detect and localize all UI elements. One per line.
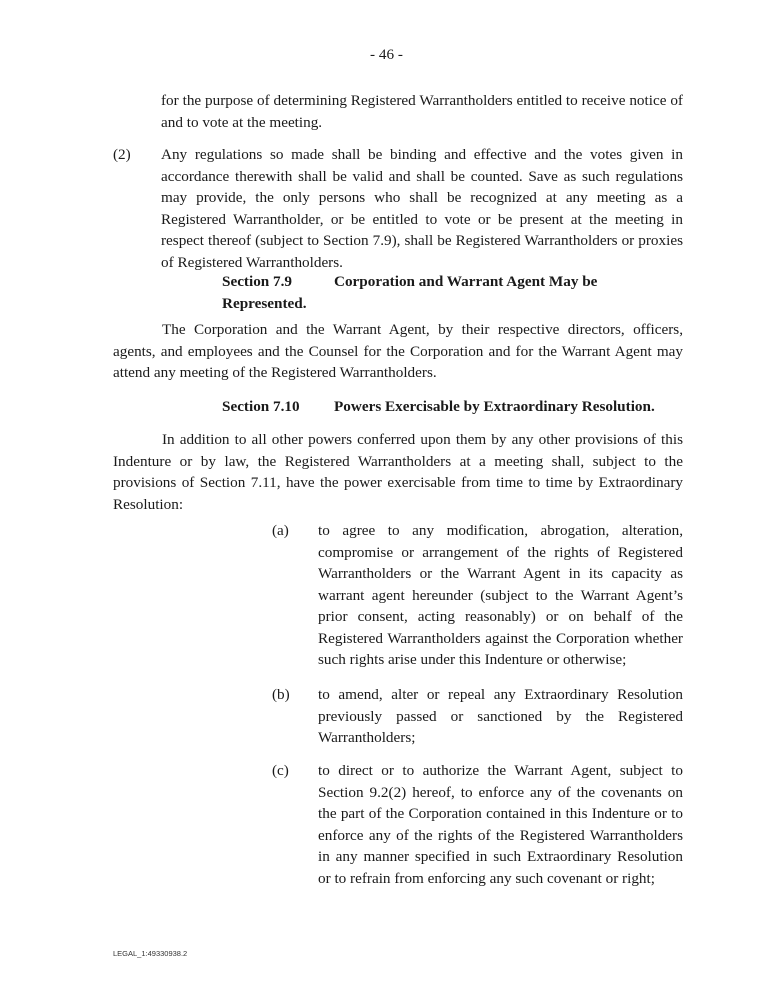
section-7-10-body: In addition to all other powers conferred upon them by any other provisions of this Indenture or by law, the Registered Warrantholders at a meeting shall, subject to the provisions of Section 7.11, have the power exercisable from time to time by Extraordinary Resolution: xyxy=(113,431,683,513)
paragraph-2-number: (2) xyxy=(113,146,131,163)
list-item-b-label: (b) xyxy=(272,686,290,703)
list-item-a-text: to agree to any modification, abrogation, alteration, compromise or arrangement of the rights of Registered Warrantholders or the Warrant Agent in its capacity as warrant agent hereunder (subject to the Warrant Agent’s prior consent, acting reasonably) or on behalf of the Registered Warrantholders against the Corporation whether such rights arise under this Indenture or otherwise; xyxy=(318,522,683,668)
paragraph-continuation: for the purpose of determining Registered Warrantholders entitled to receive notice of and to vote at the meeting. xyxy=(161,92,683,131)
list-item-b-text: to amend, alter or repeal any Extraordinary Resolution previously passed or sanctioned by the Registered Warrantholders; xyxy=(318,686,683,746)
section-7-10-heading xyxy=(222,396,692,418)
list-item-c-label: (c) xyxy=(272,762,289,779)
list-item-c-text: to direct or to authorize the Warrant Agent, subject to Section 9.2(2) hereof, to enforce any of the covenants on the part of the Corporation contained in this Indenture or to enforce any of the rights of the Registered Warrantholders in any manner specified in such Extraordinary Resolution or to refrain from enforcing any such covenant or right; xyxy=(318,762,683,887)
section-7-9-body: The Corporation and the Warrant Agent, by their respective directors, officers, agents, and employees and the Counsel for the Corporation and for the Warrant Agent may attend any meeting of the Registered Warrantholders. xyxy=(113,321,683,381)
list-item-a-label: (a) xyxy=(272,522,289,539)
footer-document-id: LEGAL_1:49330938.2 xyxy=(113,949,188,958)
page-number: - 46 - xyxy=(370,46,403,63)
section-7-9-heading xyxy=(222,271,692,314)
section-7-9-title-line2: Represented. xyxy=(222,294,307,312)
section-7-9-number: Section 7.9 xyxy=(222,273,293,290)
section-7-10-number: Section 7.10 xyxy=(222,398,300,415)
paragraph-2-text: Any regulations so made shall be binding and effective and the votes given in accordance therewith shall be valid and shall be counted. Save as such regulations may provide, the only persons who shall be recognized at any meeting as a Registered Warrantholder, or be entitled to vote or be present at the meeting in respect thereof (subject to Section 7.9), shall be Registered Warrantholders or proxies of Registered Warrantholders. xyxy=(161,146,683,271)
section-7-9-title-line1: Corporation and Warrant Agent May be xyxy=(334,273,598,290)
section-7-10-title: Powers Exercisable by Extraordinary Resolution. xyxy=(334,398,655,415)
